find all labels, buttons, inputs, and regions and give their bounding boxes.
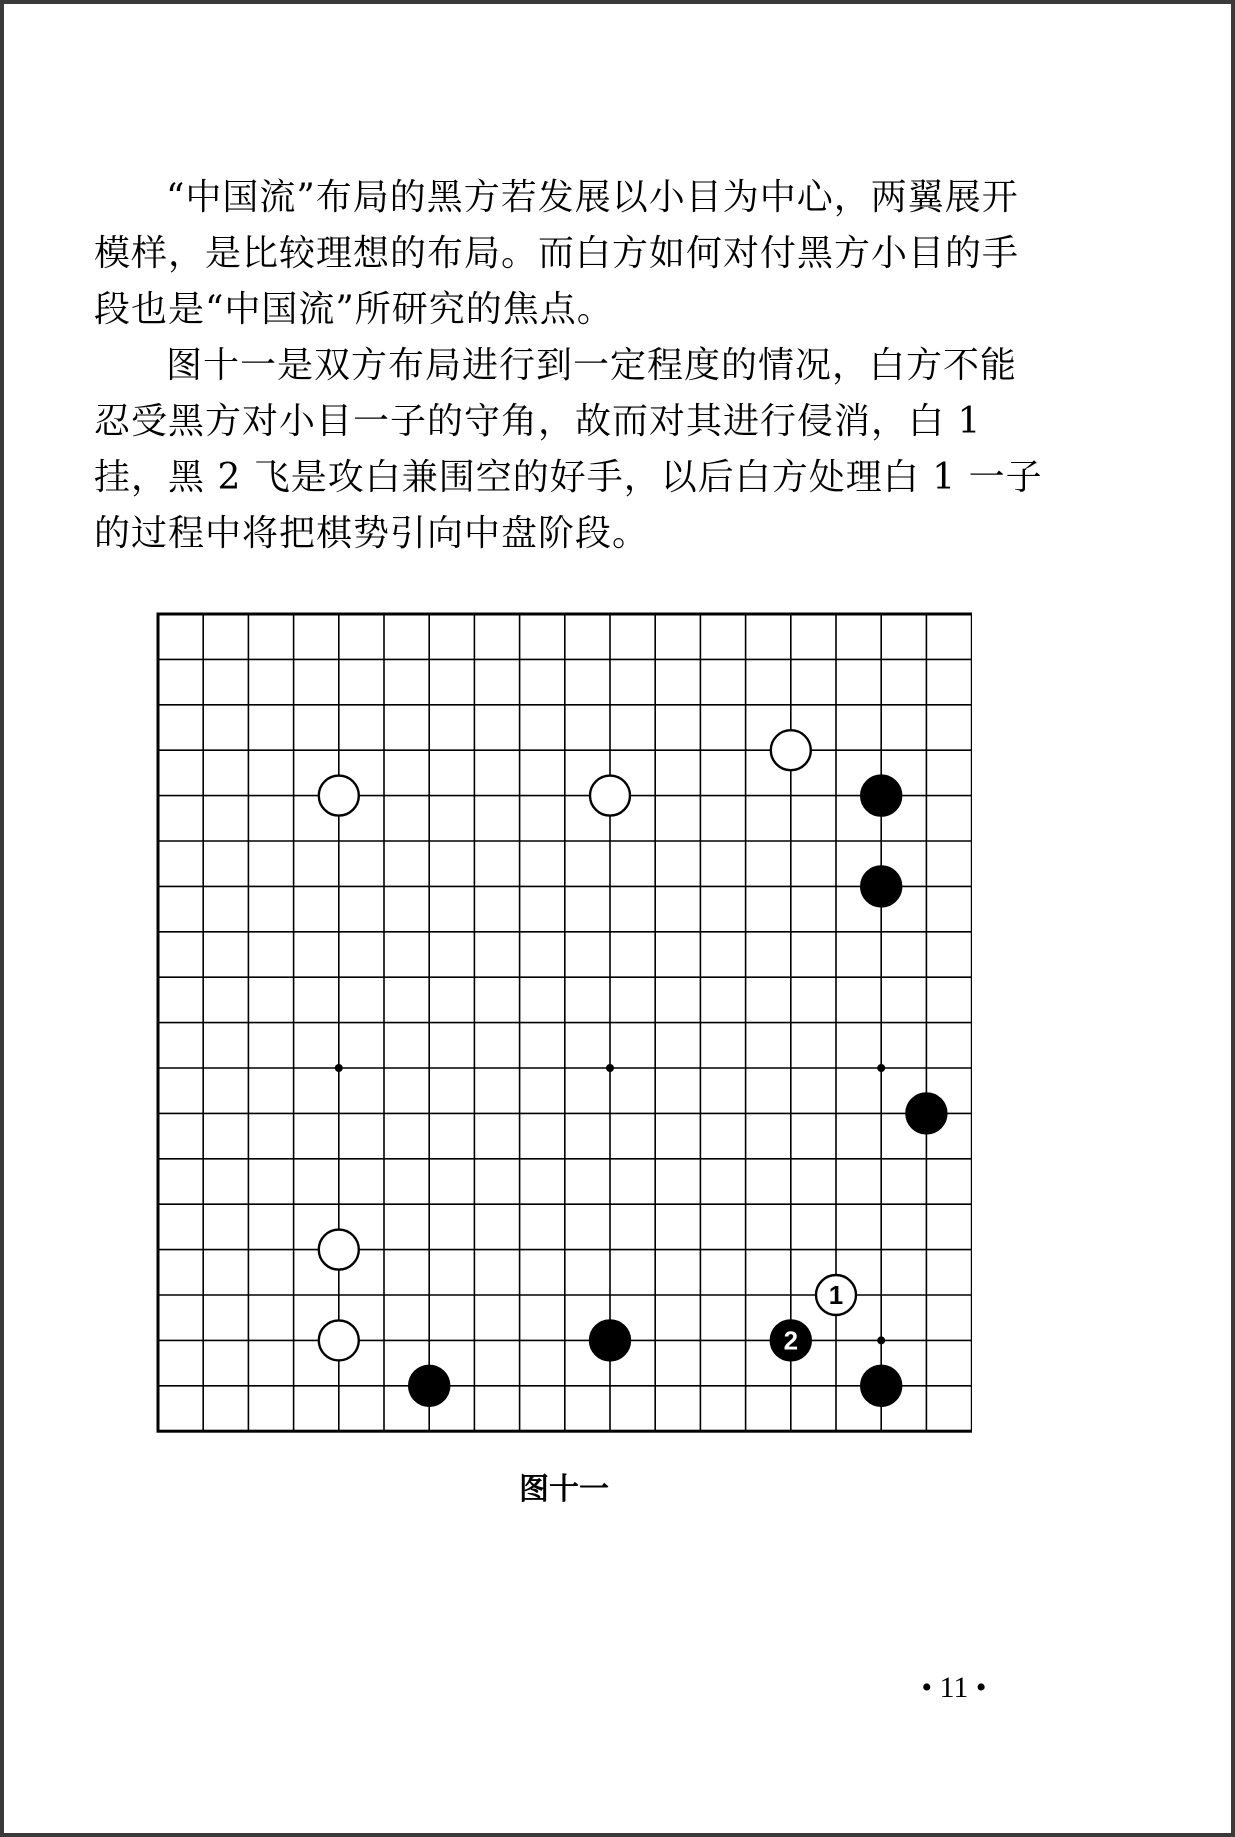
white-stone-body bbox=[319, 776, 359, 816]
star-point bbox=[877, 1064, 885, 1072]
figure-caption: 图十一 bbox=[519, 1472, 609, 1507]
go-board-svg bbox=[152, 608, 972, 1434]
go-board-diagram bbox=[152, 608, 972, 1434]
white-stone-body bbox=[319, 1230, 359, 1270]
star-point bbox=[877, 1336, 885, 1344]
white-stone-body bbox=[771, 730, 811, 770]
white-stone bbox=[590, 776, 630, 816]
star-point bbox=[606, 1064, 614, 1072]
stone-move-number: 1 bbox=[828, 1280, 844, 1310]
white-stone-body bbox=[319, 1320, 359, 1360]
white-stone bbox=[319, 776, 359, 816]
black-stone bbox=[906, 1093, 946, 1133]
white-stone bbox=[319, 1320, 359, 1360]
black-stone-body bbox=[590, 1320, 630, 1360]
black-stone bbox=[861, 1366, 901, 1406]
black-stone-body bbox=[861, 776, 901, 816]
white-stone bbox=[319, 1230, 359, 1270]
black-stone-body bbox=[409, 1366, 449, 1406]
black-stone bbox=[861, 866, 901, 906]
black-stone bbox=[861, 776, 901, 816]
black-stone-body bbox=[861, 1366, 901, 1406]
white-stone-body bbox=[590, 776, 630, 816]
stone-move-number: 2 bbox=[783, 1325, 799, 1356]
black-stone bbox=[771, 1320, 811, 1360]
black-stone bbox=[409, 1366, 449, 1406]
black-stone bbox=[590, 1320, 630, 1360]
white-stone bbox=[771, 730, 811, 770]
white-stone bbox=[816, 1275, 856, 1315]
page-number: • 11 • bbox=[921, 1671, 987, 1704]
paragraph-figure-description: 图十一是双方布局进行到一定程度的情况，白方不能忍受黑方对小目一子的守角，故而对其进行侵消，白 1 挂，黑 2 飞是攻白兼围空的好手，以后白方处理白 1 一子的过程中将把棋势引向中盘阶段。 bbox=[94, 345, 1043, 554]
paragraph-intro: “中国流”布局的黑方若发展以小目为中心，两翼展开模样，是比较理想的布局。而白方如何对付黑方小目的手段也是“中国流”所研究的焦点。 bbox=[94, 177, 1020, 330]
black-stone-body bbox=[861, 866, 901, 906]
star-point bbox=[335, 1064, 343, 1072]
black-stone-body bbox=[906, 1093, 946, 1133]
